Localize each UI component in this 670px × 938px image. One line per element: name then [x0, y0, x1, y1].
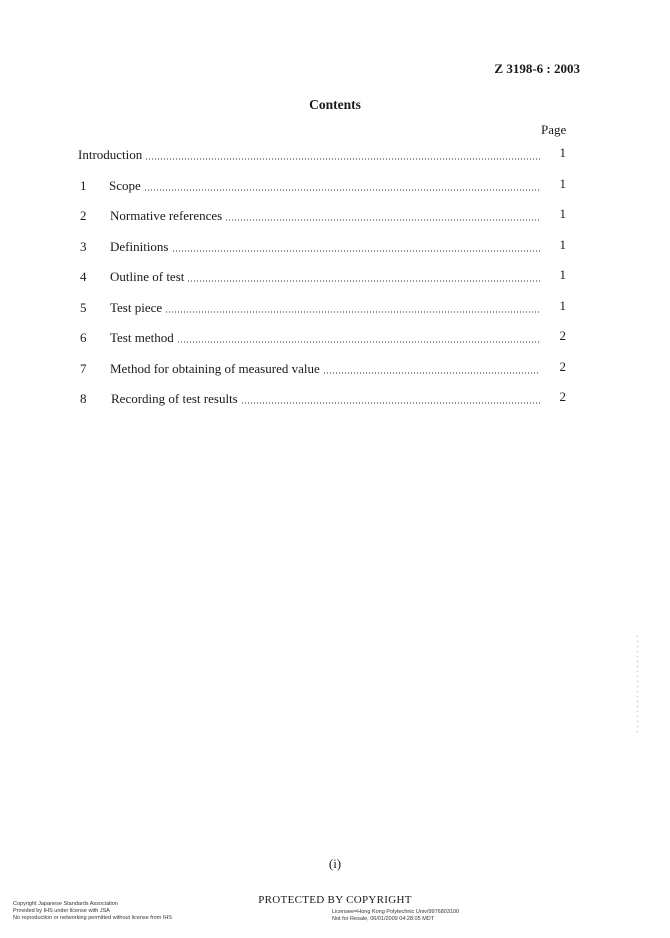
leader-dots: [241, 402, 540, 404]
toc-entry-page: 2: [559, 328, 566, 343]
leader-dots: [187, 280, 540, 282]
toc-entry-page: 1: [559, 145, 566, 160]
toc-entry-outline-of-test[interactable]: [78, 262, 568, 293]
toc-entry-number: 3: [80, 238, 87, 254]
leader-dots: [144, 189, 540, 191]
toc-entry-number: 2: [80, 208, 87, 223]
footer-left-line: Copyright Japanese Standards Association: [13, 901, 118, 907]
toc-entry-number: 7: [80, 360, 87, 376]
leader-dots: [323, 372, 540, 374]
toc-entry-method-for-obtaining[interactable]: [78, 354, 568, 385]
toc-entry-label: Test piece: [110, 299, 163, 315]
toc-entry-page: 2: [559, 358, 566, 374]
toc-entry-label: Test method: [110, 330, 174, 345]
toc-entry-page: 1: [559, 267, 566, 282]
toc-entry-definitions[interactable]: [78, 232, 568, 263]
leader-dots: [165, 311, 540, 313]
toc-entry-normative-references[interactable]: [78, 201, 568, 232]
footer-right-line: Licensee=Hong Kong Polytechnic Univ/9976803100: [332, 909, 460, 915]
toc-entry-label: Definitions: [110, 238, 169, 254]
toc-entry-page: 2: [559, 389, 566, 404]
toc-entry-recording-of-test-results[interactable]: [78, 384, 568, 415]
toc-entry-introduction[interactable]: [78, 140, 568, 171]
toc-entry-number: 5: [80, 299, 87, 315]
scan-edge-mark: [636, 634, 639, 734]
toc-entry-page: 1: [559, 206, 566, 221]
protected-by-copyright-label: PROTECTED BY COPYRIGHT: [258, 894, 412, 906]
toc-entry-label: Introduction: [78, 147, 143, 162]
toc-entry-page: 1: [559, 297, 566, 313]
page-title: Contents: [309, 97, 361, 112]
footer-right-line: Not for Resale, 06/01/2009 04:28:05 MDT: [332, 916, 435, 922]
footer-left-line: Provided by IHS under license with JSA: [13, 908, 110, 914]
footer-left-line: No reproduction or networking permitted without license from IHS: [13, 915, 172, 921]
toc-entry-number: 8: [80, 391, 87, 406]
toc-entry-number: 6: [80, 330, 87, 345]
toc-entry-label: Normative references: [110, 208, 223, 223]
toc-entry-page: 1: [559, 236, 566, 252]
table-of-contents: [78, 140, 568, 415]
leader-dots: [172, 250, 541, 252]
page-folio: (i): [328, 856, 342, 871]
toc-entry-test-piece[interactable]: [78, 293, 568, 324]
page-column-label: Page: [541, 122, 567, 137]
toc-entry-label: Scope: [109, 177, 141, 193]
toc-entry-page: 1: [559, 175, 566, 191]
toc-entry-scope[interactable]: [78, 171, 568, 202]
toc-entry-label: Recording of test results: [111, 391, 238, 406]
toc-entry-number: 1: [80, 177, 87, 193]
leader-dots: [177, 341, 540, 343]
toc-entry-number: 4: [80, 269, 87, 284]
toc-entry-label: Method for obtaining of measured value: [110, 360, 320, 376]
leader-dots: [145, 158, 540, 160]
leader-dots: [225, 219, 540, 221]
document-number: Z 3198-6 : 2003: [494, 61, 580, 76]
toc-entry-label: Outline of test: [110, 269, 185, 284]
toc-entry-test-method[interactable]: [78, 323, 568, 354]
footer-license-notice: [332, 909, 459, 923]
